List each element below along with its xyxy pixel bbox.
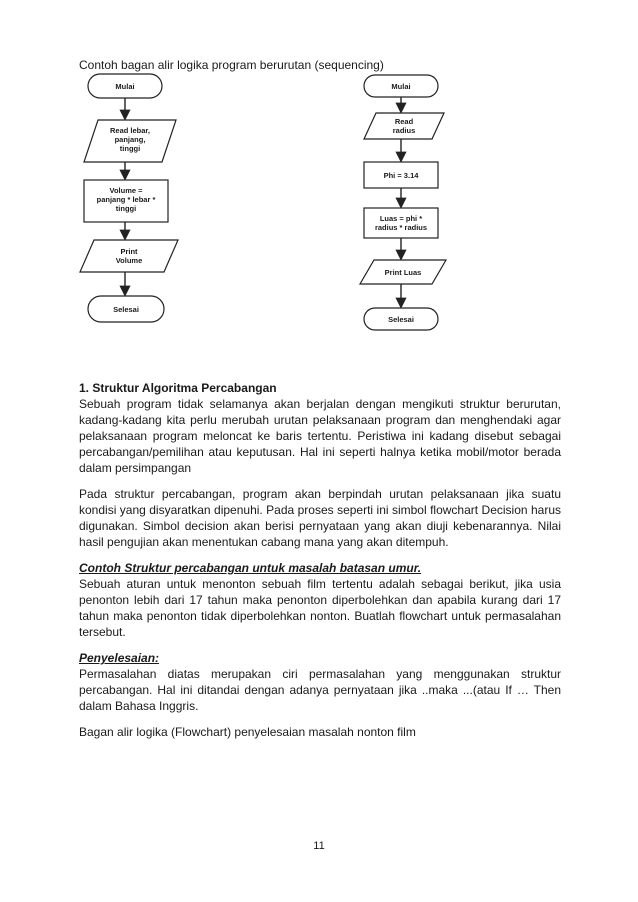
input-label-line1: Read <box>394 117 414 126</box>
paragraph-branching: Pada struktur percabangan, program akan berpindah urutan pelaksanaan jika suatu kondisi yang disyaratkan dipenuhi. Pada proses seperti ini simbol flowchart Decision harus digunakan. Simbol decision akan berisi pernyataan yang akan diuji kebenarannya. Nilai hasil pengujian akan menentukan cabang mana yang akan ditempuh. <box>79 487 561 549</box>
paragraph-example: Sebuah aturan untuk menonton sebuah film tertentu adalah sebagai berikut, jika usia penonton lebih dari 17 tahun maka penonton diperbolehkan dan apabila kurang dari 17 tahun maka penonton tidak diperbolehkan nonton. Buatlah flowchart untuk permasalahan tersebut. <box>79 577 561 639</box>
end-label: Selesai <box>113 305 139 314</box>
sequencing-flowcharts <box>0 0 638 360</box>
input-label-line2: panjang, <box>114 135 146 144</box>
process-label-line3: tinggi <box>115 204 137 213</box>
output-label-line1: Print <box>120 247 138 256</box>
flowchart-caption: Contoh bagan alir logika program berurutan (sequencing) <box>79 58 384 72</box>
process-label-line2: panjang * lebar * <box>96 195 156 204</box>
start-label: Mulai <box>115 82 135 91</box>
flowchart-luas <box>360 75 446 330</box>
section-content <box>79 380 561 750</box>
start-label: Mulai <box>391 82 411 91</box>
end-label: Selesai <box>388 315 414 324</box>
example-title: Contoh Struktur percabangan untuk masalah batasan umur. <box>79 561 422 575</box>
input-label-line1: Read lebar, <box>109 126 151 135</box>
paragraph-flowchart-caption: Bagan alir logika (Flowchart) penyelesaian masalah nonton film <box>79 725 416 739</box>
solution-title: Penyelesaian: <box>79 651 160 665</box>
process-luas-line2: radius * radius <box>374 223 428 232</box>
process-phi-label: Phi = 3.14 <box>383 171 419 180</box>
paragraph-intro: Sebuah program tidak selamanya akan berjalan dengan mengikuti struktur berurutan, kadang-kadang kita perlu merubah urutan pelaksanaan program dan menghendaki agar pelaksanaan program meloncat ke baris tertentu. Peristiwa ini kadang disebut sebagai percabangan/pemilihan atau keputusan. Hal ini seperti halnya ketika mobil/motor berada dalam persimpangan <box>79 397 561 475</box>
paragraph-solution: Permasalahan diatas merupakan ciri permasalahan yang menggunakan struktur percabangan. Hal ini ditandai dengan adanya pernyataan jika ..maka ...(atau If … Then dalam Bahasa Inggris. <box>79 667 561 713</box>
output-label-line2: Volume <box>115 256 143 265</box>
process-luas-line1: Luas = phi * <box>379 214 423 223</box>
input-label-line3: tinggi <box>119 144 141 153</box>
input-label-line2: radius <box>392 126 416 135</box>
output-label: Print Luas <box>384 268 422 277</box>
page-number: 11 <box>313 840 325 852</box>
section-heading: 1. Struktur Algoritma Percabangan <box>79 381 277 395</box>
flowchart-volume <box>80 74 178 322</box>
process-label-line1: Volume = <box>109 186 143 195</box>
